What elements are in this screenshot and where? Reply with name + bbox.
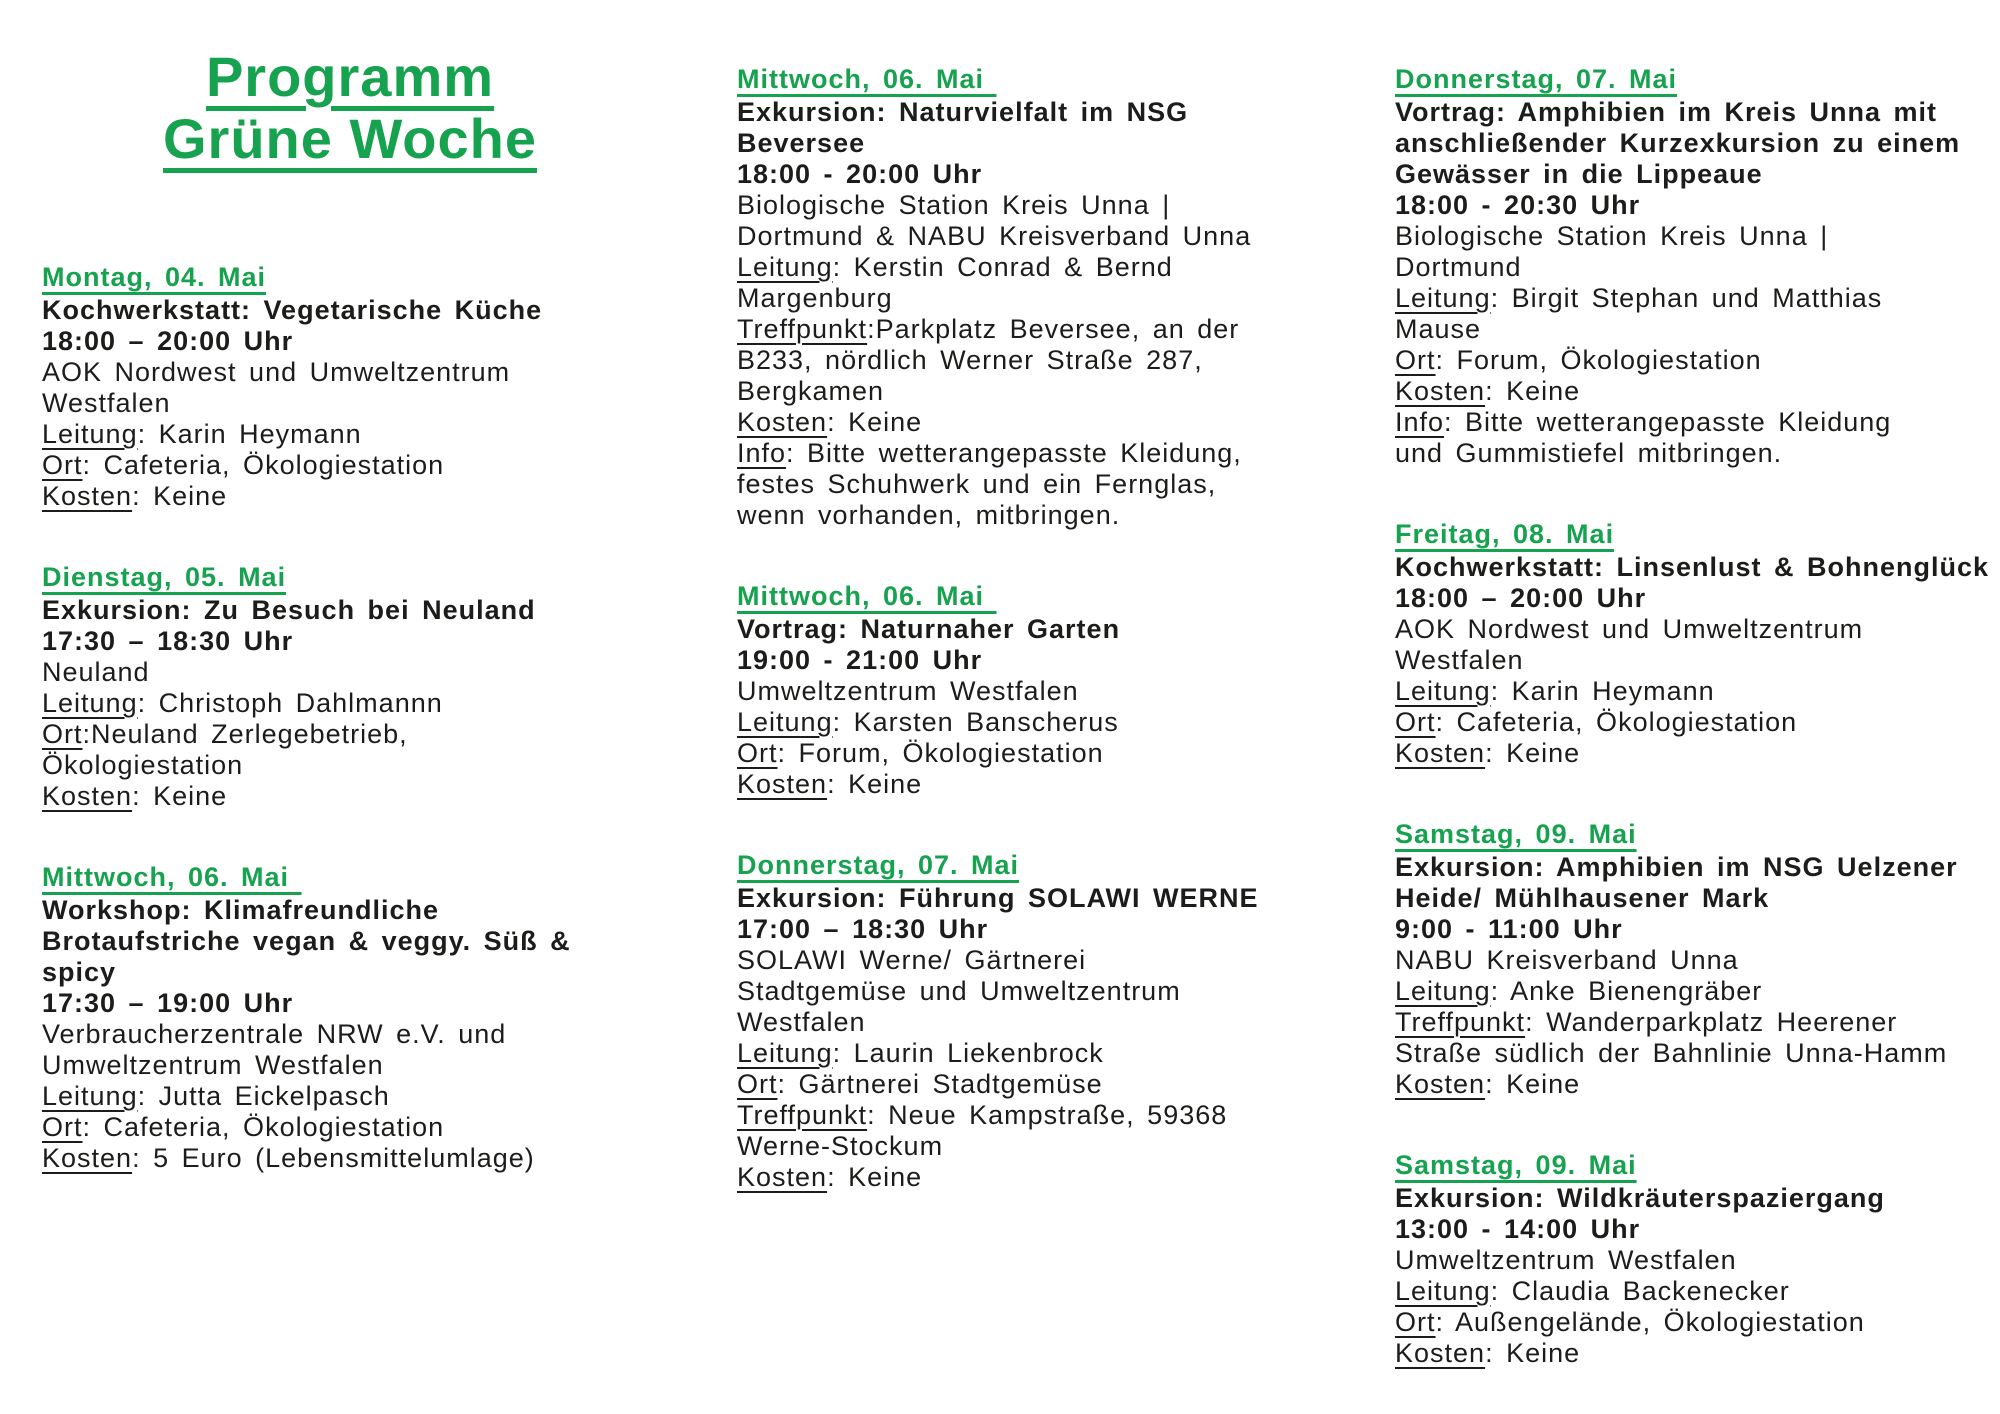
event-text-line: Workshop: Klimafreundliche	[42, 895, 440, 925]
underlined-label: Leitung	[42, 688, 138, 718]
event	[1395, 64, 1990, 469]
line-text: : Keine	[1485, 738, 1581, 768]
column-right	[1395, 0, 1990, 1414]
event-text-line	[737, 407, 1277, 438]
event	[42, 262, 543, 512]
event	[1395, 819, 1990, 1100]
event-text-line: Beversee	[737, 128, 866, 158]
event-text-line: Westfalen	[737, 1007, 866, 1037]
underlined-label: Leitung	[42, 419, 138, 449]
event-text-line: 9:00 - 11:00 Uhr	[1395, 914, 1623, 944]
event-text-line: 18:00 - 20:30 Uhr	[1395, 190, 1641, 220]
underlined-label: Treffpunkt	[737, 314, 868, 344]
event-text-line: Verbraucherzentrale NRW e.V. und	[42, 1019, 507, 1049]
line-text: : Außengelände, Ökologiestation	[1435, 1307, 1865, 1337]
event-text-line	[737, 707, 1277, 738]
underlined-label: Kosten	[1395, 376, 1486, 406]
event-text-line: Vortrag: Amphibien im Kreis Unna mit	[1395, 97, 1938, 127]
underlined-label: Leitung	[1395, 283, 1491, 313]
underlined-label: Leitung	[42, 1081, 138, 1111]
event-text-line	[1395, 345, 1990, 376]
underlined-label: Ort	[1395, 1307, 1436, 1337]
event-text-line: Straße südlich der Bahnlinie Unna-Hamm	[1395, 1038, 1948, 1068]
underlined-label: Leitung	[737, 1038, 833, 1068]
line-text: : Keine	[1485, 376, 1581, 406]
event-text-line	[1395, 1276, 1990, 1307]
event-text-line: Umweltzentrum Westfalen	[1395, 1245, 1737, 1275]
event-text-line: 17:30 – 19:00 Uhr	[42, 988, 294, 1018]
underlined-label: Leitung	[737, 707, 833, 737]
event-text-line: Gewässer in die Lippeaue	[1395, 159, 1763, 189]
line-text: :Parkplatz Beversee, an der	[867, 314, 1240, 344]
event-text-line	[1395, 707, 1990, 738]
event-text-line: 18:00 - 20:00 Uhr	[737, 159, 983, 189]
line-text: : Bitte wetterangepasste Kleidung	[1444, 407, 1892, 437]
event-text-line: Brotaufstriche vegan & veggy. Süß &	[42, 926, 571, 956]
event-text-line: Margenburg	[737, 283, 893, 313]
line-text: :Neuland Zerlegebetrieb,	[82, 719, 408, 749]
event-text-line: 17:00 – 18:30 Uhr	[737, 914, 989, 944]
column-middle	[737, 0, 1277, 1243]
event	[737, 581, 1277, 800]
underlined-label: Ort	[42, 1112, 83, 1142]
underlined-label: Kosten	[42, 481, 133, 511]
event-text-line	[42, 1143, 534, 1174]
line-text: : Forum, Ökologiestation	[1435, 345, 1762, 375]
line-text: : Keine	[132, 481, 228, 511]
line-text: : Karin Heymann	[137, 419, 362, 449]
underlined-label: Ort	[737, 1069, 778, 1099]
event-text-line: Exkursion: Naturvielfalt im NSG	[737, 97, 1189, 127]
event-text-line: anschließender Kurzexkursion zu einem	[1395, 128, 1961, 158]
event	[42, 862, 571, 1174]
line-text: : Karsten Banscherus	[832, 707, 1119, 737]
event-text-line	[737, 1038, 1277, 1069]
line-text: : Forum, Ökologiestation	[777, 738, 1104, 768]
underlined-label: Ort	[42, 450, 83, 480]
event-text-line	[42, 419, 534, 450]
event-text-line: Westfalen	[1395, 645, 1524, 675]
underlined-label: Leitung	[737, 252, 833, 282]
underlined-label: Ort	[42, 719, 83, 749]
event-text-line: Kochwerkstatt: Vegetarische Küche	[42, 295, 543, 325]
event-text-line: Werne-Stockum	[737, 1131, 944, 1161]
underlined-label: Kosten	[42, 781, 133, 811]
event-text-line: Umweltzentrum Westfalen	[42, 1050, 384, 1080]
line-text: : Bitte wetterangepasste Kleidung,	[786, 438, 1242, 468]
event-text-line: Kochwerkstatt: Linsenlust & Bohnenglück	[1395, 552, 1990, 582]
event	[737, 850, 1277, 1193]
event-text-line: Bergkamen	[737, 376, 885, 406]
event-text-line: Ökologiestation	[42, 750, 244, 780]
line-text: : Keine	[827, 407, 923, 437]
event-text-line	[1395, 976, 1990, 1007]
event-text-line	[42, 719, 534, 750]
event-text-line	[1395, 676, 1990, 707]
underlined-label: Ort	[737, 738, 778, 768]
event-text-line: Stadtgemüse und Umweltzentrum	[737, 976, 1181, 1006]
event	[737, 64, 1277, 531]
event-text-line	[1395, 283, 1990, 314]
underlined-label: Kosten	[737, 769, 828, 799]
event-text-line	[42, 1112, 534, 1143]
event-text-line: Mause	[1395, 314, 1482, 344]
event-text-line: 13:00 - 14:00 Uhr	[1395, 1214, 1641, 1244]
underlined-label: Info	[1395, 407, 1445, 437]
event-text-line: Exkursion: Wildkräuterspaziergang	[1395, 1183, 1885, 1213]
event-text-line	[1395, 1007, 1990, 1038]
underlined-label: Kosten	[42, 1143, 133, 1173]
underlined-label: Kosten	[737, 407, 828, 437]
line-text: : Jutta Eickelpasch	[137, 1081, 390, 1111]
line-text: : Keine	[827, 769, 923, 799]
underlined-label: Leitung	[1395, 976, 1491, 1006]
event-date-heading: Samstag, 09. Mai	[1395, 1150, 1637, 1180]
event-text-line: wenn vorhanden, mitbringen.	[737, 500, 1121, 530]
line-text: : Keine	[1485, 1338, 1581, 1368]
underlined-label: Kosten	[737, 1162, 828, 1192]
event-text-line	[737, 1162, 1277, 1193]
event-text-line	[737, 252, 1277, 283]
event-text-line	[1395, 407, 1990, 438]
line-text: : Keine	[827, 1162, 923, 1192]
event-date-heading: Donnerstag, 07. Mai	[737, 850, 1020, 880]
line-text: : Keine	[1485, 1069, 1581, 1099]
event-date-heading: Dienstag, 05. Mai	[42, 562, 287, 592]
event-text-line	[737, 769, 1277, 800]
event-text-line: SOLAWI Werne/ Gärtnerei	[737, 945, 1087, 975]
underlined-label: Leitung	[1395, 1276, 1491, 1306]
event-date-heading: Samstag, 09. Mai	[1395, 819, 1637, 849]
underlined-label: Ort	[1395, 345, 1436, 375]
event-text-line	[737, 314, 1277, 345]
line-text: : Karin Heymann	[1490, 676, 1715, 706]
underlined-label: Kosten	[1395, 1069, 1486, 1099]
event-text-line: Vortrag: Naturnaher Garten	[737, 614, 1121, 644]
line-text: : Gärtnerei Stadtgemüse	[777, 1069, 1103, 1099]
event-text-line: 19:00 - 21:00 Uhr	[737, 645, 983, 675]
line-text: : Kerstin Conrad & Bernd	[832, 252, 1173, 282]
line-text: : Claudia Backenecker	[1490, 1276, 1790, 1306]
line-text: : Wanderparkplatz Heerener	[1525, 1007, 1898, 1037]
event-text-line	[1395, 738, 1990, 769]
event-text-line: Biologische Station Kreis Unna |	[737, 190, 1171, 220]
event-text-line: Neuland	[42, 657, 150, 687]
event-date-heading: Mittwoch, 06. Mai	[737, 581, 997, 611]
event	[42, 562, 534, 812]
event	[1395, 519, 1990, 769]
line-text: : Cafeteria, Ökologiestation	[82, 1112, 445, 1142]
line-text: : Laurin Liekenbrock	[832, 1038, 1104, 1068]
event-text-line	[737, 438, 1277, 469]
event-text-line: AOK Nordwest und Umweltzentrum	[42, 357, 511, 387]
underlined-label: Treffpunkt	[1395, 1007, 1526, 1037]
event-text-line: Exkursion: Führung SOLAWI WERNE	[737, 883, 1259, 913]
event-date-heading: Donnerstag, 07. Mai	[1395, 64, 1678, 94]
line-text: : 5 Euro (Lebensmittelumlage)	[132, 1143, 535, 1173]
event-text-line: B233, nördlich Werner Straße 287,	[737, 345, 1203, 375]
event-text-line	[1395, 1307, 1990, 1338]
line-text: : Cafeteria, Ökologiestation	[82, 450, 445, 480]
event-text-line: Dortmund & NABU Kreisverband Unna	[737, 221, 1252, 251]
line-text: : Cafeteria, Ökologiestation	[1435, 707, 1798, 737]
event-text-line	[1395, 1069, 1990, 1100]
event-text-line	[42, 781, 534, 812]
underlined-label: Kosten	[1395, 1338, 1486, 1368]
underlined-label: Leitung	[1395, 676, 1491, 706]
line-text: : Christoph Dahlmannn	[137, 688, 443, 718]
event	[1395, 1150, 1990, 1369]
column-left	[42, 0, 571, 1224]
event-text-line	[42, 1081, 534, 1112]
underlined-label: Info	[737, 438, 787, 468]
event-text-line: AOK Nordwest und Umweltzentrum	[1395, 614, 1864, 644]
event-text-line: Westfalen	[42, 388, 171, 418]
event-text-line	[737, 1069, 1277, 1100]
line-text: : Keine	[132, 781, 228, 811]
event-text-line: Biologische Station Kreis Unna |	[1395, 221, 1829, 251]
event-text-line	[1395, 1338, 1990, 1369]
event-date-heading: Mittwoch, 06. Mai	[737, 64, 997, 94]
event-text-line: Exkursion: Amphibien im NSG Uelzener	[1395, 852, 1958, 882]
event-text-line: und Gummistiefel mitbringen.	[1395, 438, 1783, 468]
event-date-heading: Mittwoch, 06. Mai	[42, 862, 302, 892]
event-text-line	[42, 481, 534, 512]
page-title	[70, 46, 630, 170]
event-text-line	[42, 450, 534, 481]
underlined-label: Kosten	[1395, 738, 1486, 768]
event-text-line	[737, 738, 1277, 769]
event-date-heading: Montag, 04. Mai	[42, 262, 267, 292]
page-title-line-1: Programm	[205, 45, 495, 108]
event-text-line: Umweltzentrum Westfalen	[737, 676, 1079, 706]
underlined-label: Ort	[1395, 707, 1436, 737]
event-text-line: 17:30 – 18:30 Uhr	[42, 626, 294, 656]
event-text-line	[42, 688, 534, 719]
page-title-line-2: Grüne Woche	[162, 107, 537, 170]
line-text: : Neue Kampstraße, 59368	[867, 1100, 1228, 1130]
event-text-line: 18:00 – 20:00 Uhr	[42, 326, 294, 356]
event-text-line: spicy	[42, 957, 117, 987]
line-text: : Anke Bienengräber	[1490, 976, 1763, 1006]
event-text-line: Dortmund	[1395, 252, 1522, 282]
event-text-line: 18:00 – 20:00 Uhr	[1395, 583, 1647, 613]
event-text-line: festes Schuhwerk und ein Fernglas,	[737, 469, 1217, 499]
event-text-line	[1395, 376, 1990, 407]
event-text-line: Exkursion: Zu Besuch bei Neuland	[42, 595, 536, 625]
event-text-line: NABU Kreisverband Unna	[1395, 945, 1739, 975]
event-date-heading: Freitag, 08. Mai	[1395, 519, 1615, 549]
event-text-line	[737, 1100, 1277, 1131]
line-text: : Birgit Stephan und Matthias	[1490, 283, 1883, 313]
underlined-label: Treffpunkt	[737, 1100, 868, 1130]
event-text-line: Heide/ Mühlhausener Mark	[1395, 883, 1770, 913]
